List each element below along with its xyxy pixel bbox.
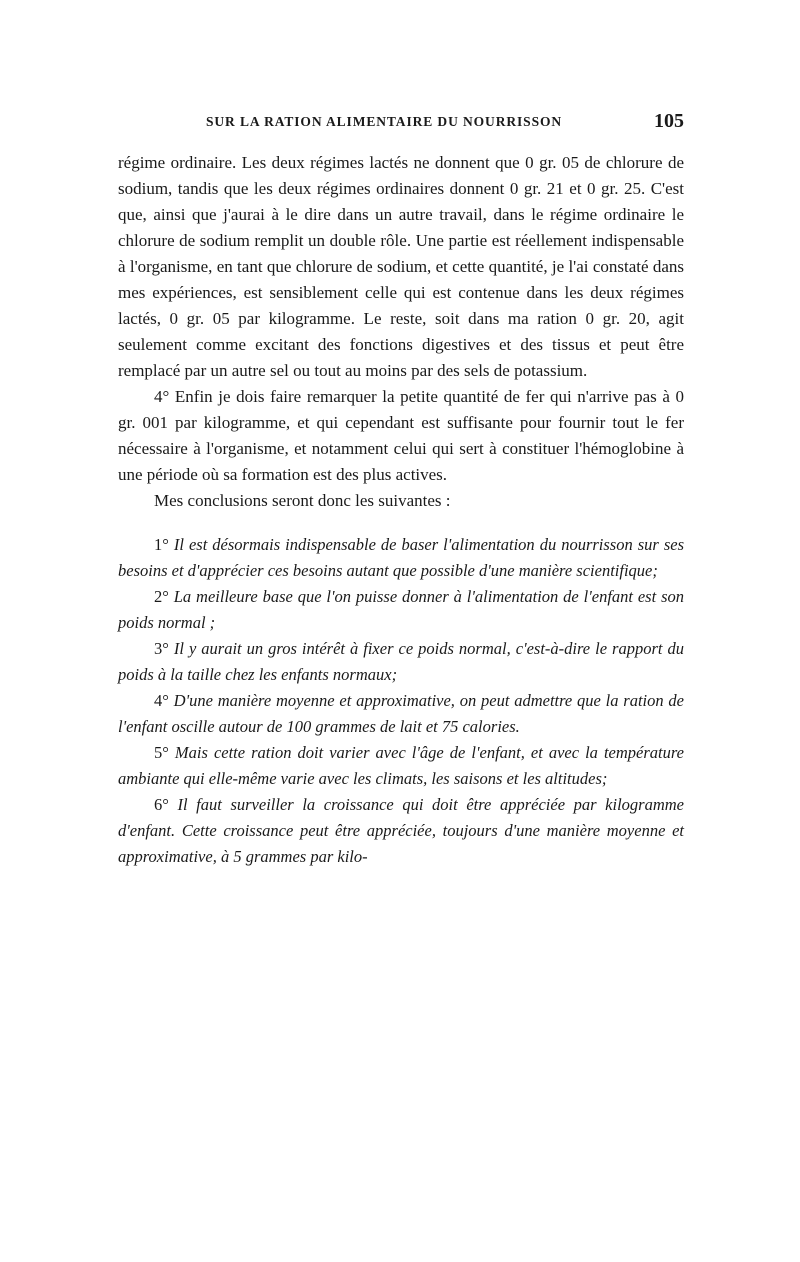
conclusion-number: 5° xyxy=(154,743,169,762)
conclusions-list xyxy=(118,532,684,870)
conclusion-item xyxy=(118,532,684,584)
conclusion-text: Il est désormais indispensable de baser l'alimentation du nourrisson sur ses besoins et d'apprécier ces besoins autant que possible d'une manière scientifique; xyxy=(118,535,685,580)
conclusion-text: La meilleure base que l'on puisse donner à l'alimentation de l'enfant est son poids normal ; xyxy=(118,587,684,632)
running-head: SUR LA RATION ALIMENTAIRE DU NOURRISSON xyxy=(206,114,563,129)
conclusion-number: 2° xyxy=(154,587,169,606)
conclusion-item xyxy=(118,584,684,636)
conclusion-item xyxy=(118,792,684,870)
conclusion-number: 4° xyxy=(154,691,169,710)
conclusion-item xyxy=(118,740,684,792)
book-page xyxy=(118,110,684,870)
conclusion-text: Il y aurait un gros intérêt à fixer ce poids normal, c'est-à-dire le rapport du poids à la taille chez les enfants normaux; xyxy=(118,639,684,684)
page-number: 105 xyxy=(654,110,684,132)
conclusion-number: 6° xyxy=(154,795,169,814)
page-header xyxy=(118,110,684,136)
conclusion-text: Il faut surveiller la croissance qui doit être appréciée par kilogramme d'enfant. Cette croissance peut être appréciée, toujours d'une manière moyenne et approximative, à 5 grammes par kilo- xyxy=(118,795,685,866)
conclusion-number: 3° xyxy=(154,639,169,658)
paragraph-conclusions-intro: Mes conclusions seront donc les suivantes : xyxy=(154,491,451,510)
conclusion-item xyxy=(118,688,684,740)
paragraph-sodium-chloride: régime ordinaire. Les deux régimes lactés ne donnent que 0 gr. 05 de chlorure de sodium, tandis que les deux régimes ordinaires donnent 0 gr. 21 et 0 gr. 25. C'est que, ainsi que j'aurai à le dire dans un autre travail, dans le régime ordinaire le chlorure de sodium remplit un double rôle. Une partie est réellement indispensable à l'organisme, en tant que chlorure de sodium, et cette quantité, je l'ai constaté dans mes expériences, est sensiblement celle qui est contenue dans les deux régimes lactés, 0 gr. 05 par kilogramme. Le reste, soit dans ma ration 0 gr. 20, agit seulement comme excitant des fonctions digestives et des tissus et peut être remplacé par un autre sel ou tout au moins par des sels de potassium. xyxy=(118,153,684,380)
conclusion-number: 1° xyxy=(154,535,169,554)
conclusion-item xyxy=(118,636,684,688)
paragraph-iron: 4° Enfin je dois faire remarquer la petite quantité de fer qui n'arrive pas à 0 gr. 001 par kilogramme, et qui cependant est suffisante pour fournir tout le fer nécessaire à l'organisme, et notamment celui qui sert à constituer l'hémoglobine à une période où sa formation est des plus actives. xyxy=(118,387,684,484)
conclusion-text: Mais cette ration doit varier avec l'âge de l'enfant, et avec la température ambiante qui elle-même varie avec les climats, les saisons et les altitudes; xyxy=(118,743,685,788)
conclusion-text: D'une manière moyenne et approximative, on peut admettre que la ration de l'enfant oscille autour de 100 grammes de lait et 75 calories. xyxy=(118,691,685,736)
